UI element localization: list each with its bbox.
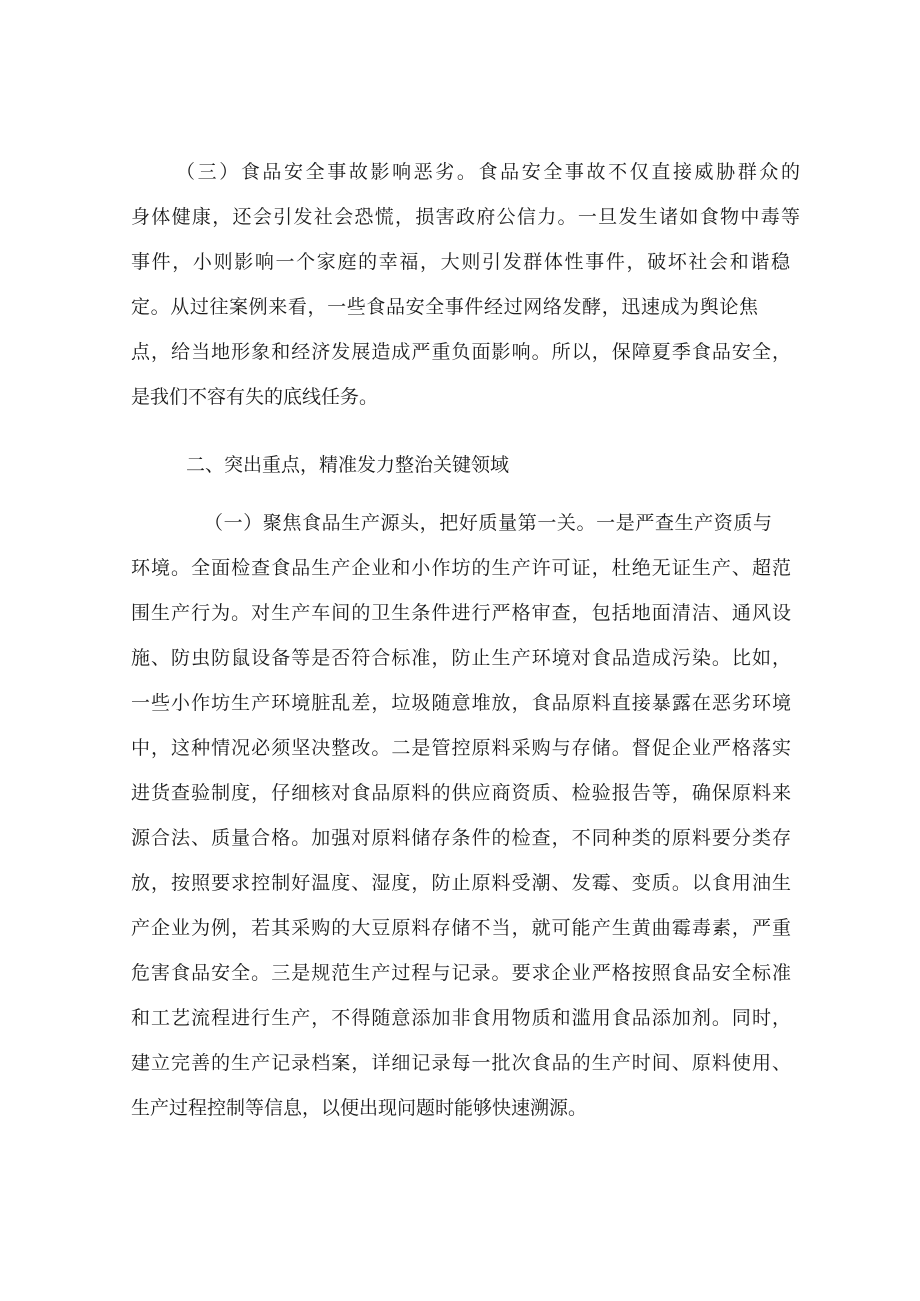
paragraph-1-line-7: 进货查验制度，仔细核对食品原料的供应商资质、检验报告等，确保原料来 [131, 782, 791, 804]
paragraph-1-line-4: 施、防虫防鼠设备等是否符合标准，防止生产环境对食品造成污染。比如， [131, 647, 791, 669]
paragraph-1-line-8: 源合法、质量合格。加强对原料储存条件的检查，不同种类的原料要分类存 [131, 827, 791, 849]
section-heading: 二、突出重点，精准发力整治关键领域 [186, 454, 510, 476]
paragraph-1-line-9: 放，按照要求控制好温度、湿度，防止原料受潮、发霉、变质。以食用油生 [131, 872, 791, 894]
paragraph-1-line-11: 危害食品安全。三是规范生产过程与记录。要求企业严格按照食品安全标准 [131, 962, 791, 984]
paragraph-3-line-2: 身体健康，还会引发社会恐慌，损害政府公信力。一旦发生诸如食物中毒等 [131, 206, 800, 228]
paragraph-3-line-5: 点，给当地形象和经济发展造成严重负面影响。所以，保障夏季食品安全， [131, 341, 791, 363]
paragraph-1-line-2: 环境。全面检查食品生产企业和小作坊的生产许可证，杜绝无证生产、超范 [131, 557, 791, 579]
paragraph-3-line-4: 定。从过往案例来看，一些食品安全事件经过网络发酵，迅速成为舆论焦 [131, 296, 758, 318]
paragraph-1-line-12: 和工艺流程进行生产，不得随意添加非食用物质和滥用食品添加剂。同时， [131, 1007, 791, 1029]
paragraph-1-line-10: 产企业为例，若其采购的大豆原料存储不当，就可能产生黄曲霉毒素，严重 [131, 917, 791, 939]
paragraph-1-line-1: （一）聚焦食品生产源头，把好质量第一关。一是严查生产资质与 [204, 512, 772, 534]
paragraph-1-line-6: 中，这种情况必须坚决整改。二是管控原料采购与存储。督促企业严格落实 [131, 737, 791, 759]
paragraph-1-line-13: 建立完善的生产记录档案，详细记录每一批次食品的生产时间、原料使用、 [131, 1052, 791, 1074]
paragraph-1-line-3: 围生产行为。对生产车间的卫生条件进行严格审查，包括地面清洁、通风设 [131, 602, 791, 624]
paragraph-1-line-5: 一些小作坊生产环境脏乱差，垃圾随意堆放，食品原料直接暴露在恶劣环境 [131, 692, 791, 714]
paragraph-3-line-3: 事件，小则影响一个家庭的幸福，大则引发群体性事件，破坏社会和谐稳 [131, 251, 790, 273]
paragraph-1-line-14: 生产过程控制等信息，以便出现问题时能够快速溯源。 [131, 1097, 588, 1119]
paragraph-3-line-1: （三）食品安全事故影响恶劣。食品安全事故不仅直接威胁群众的 [176, 161, 800, 183]
paragraph-3-line-6: 是我们不容有失的底线任务。 [131, 386, 379, 408]
